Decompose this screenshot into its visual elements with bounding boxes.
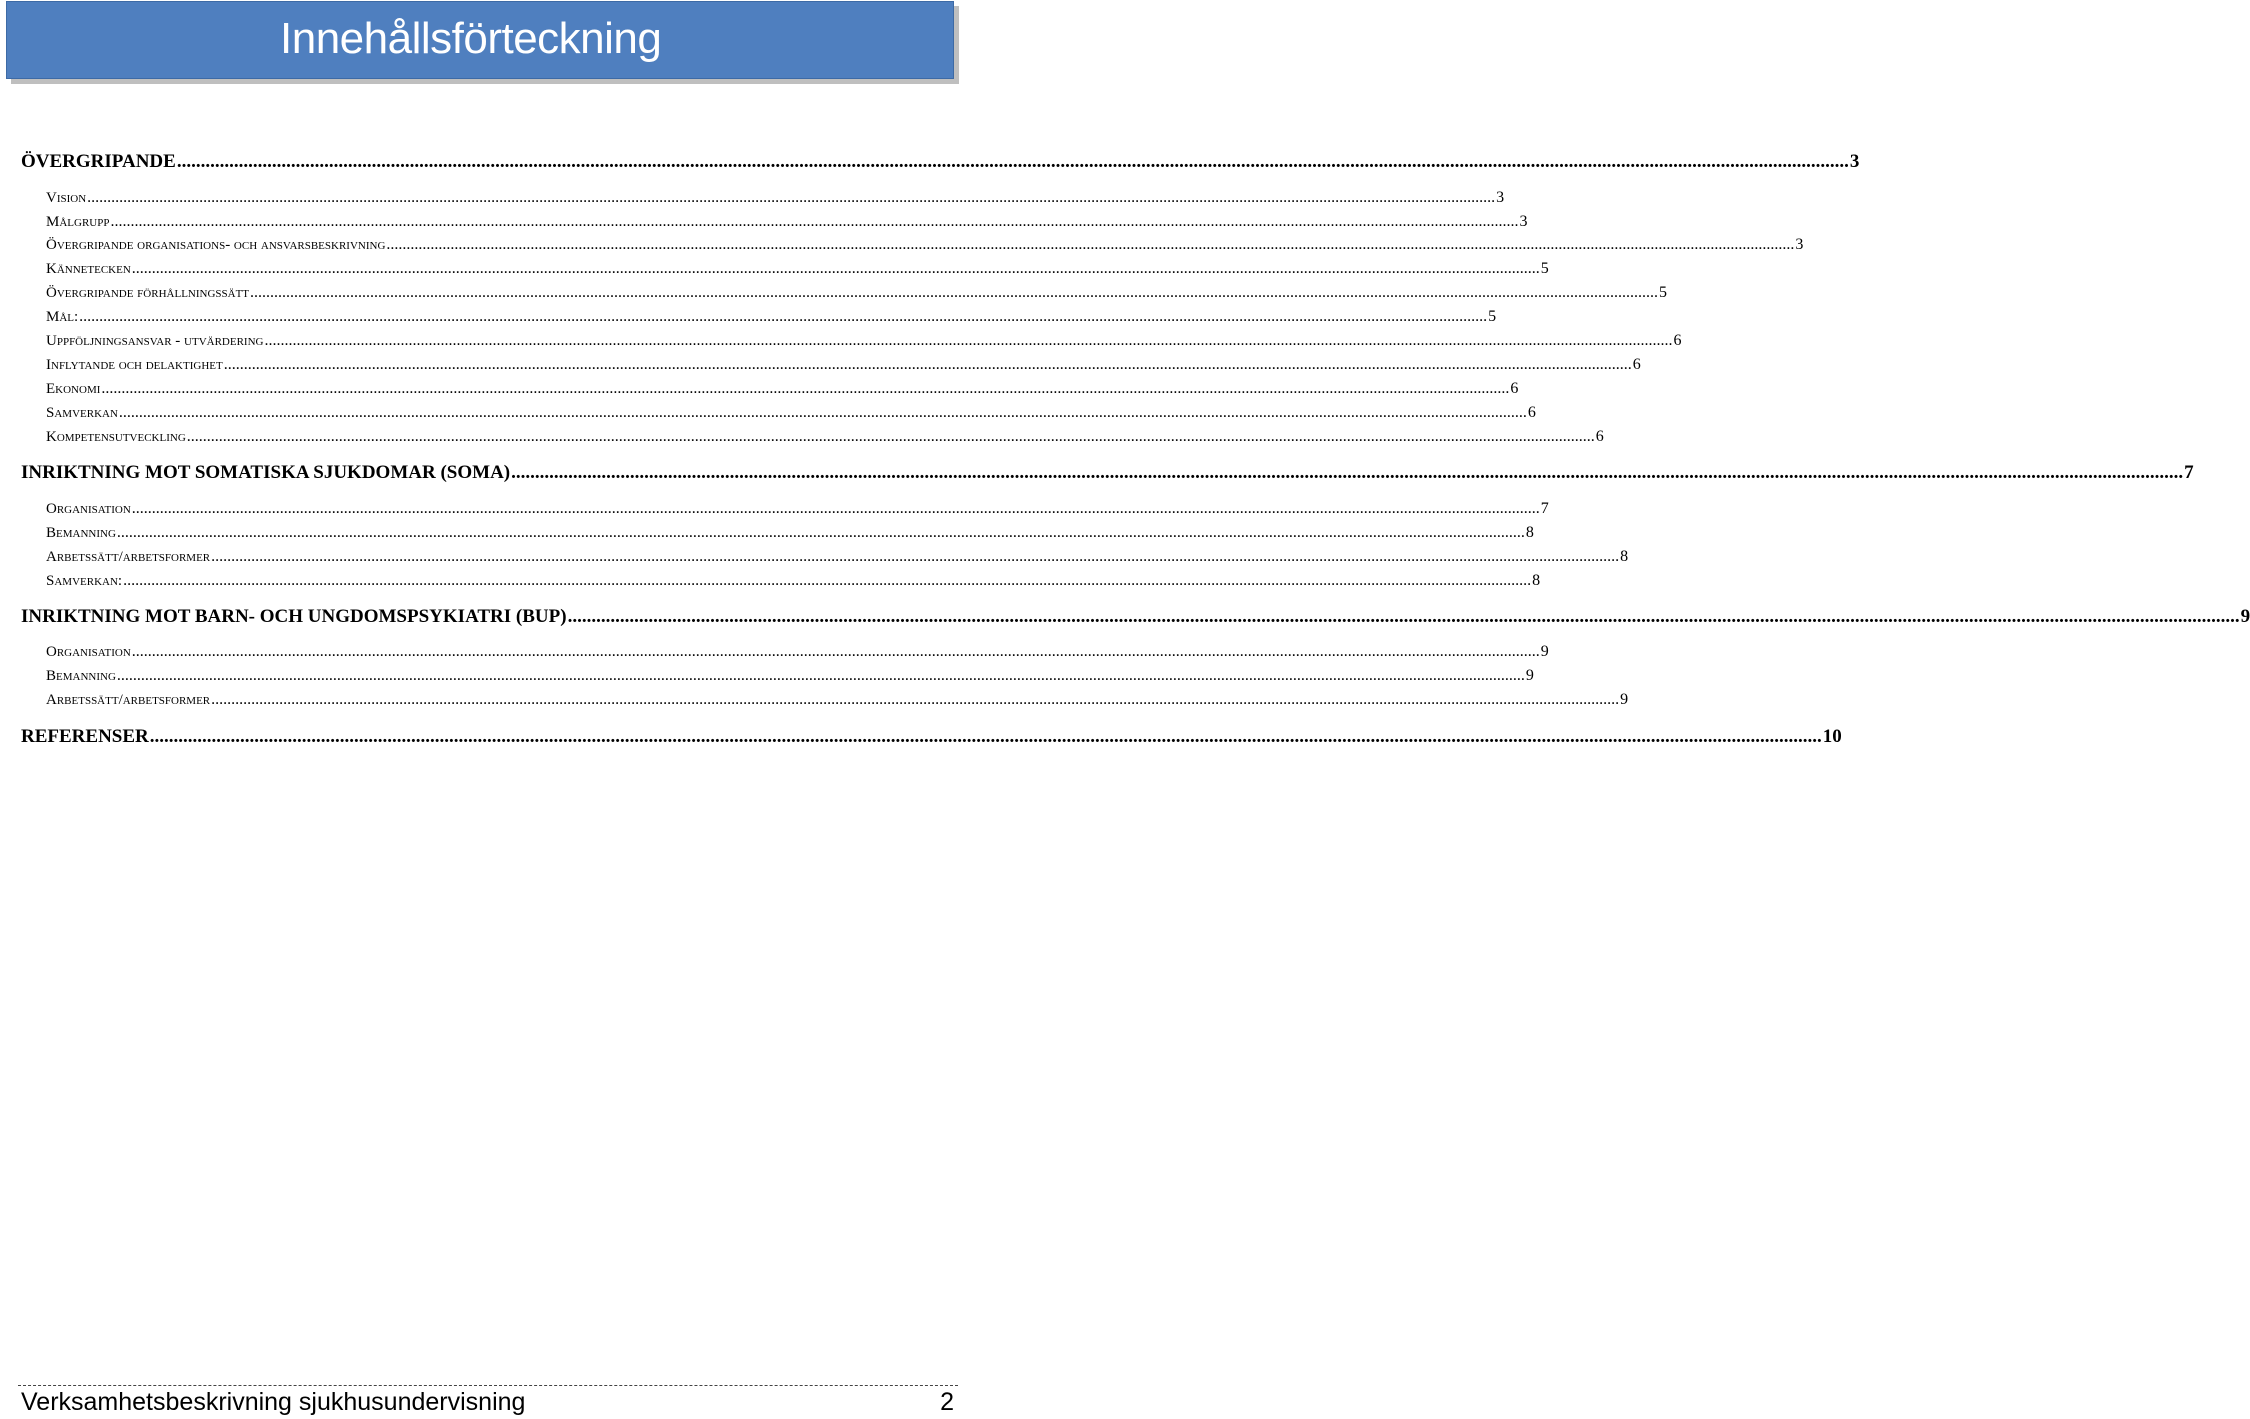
toc-entry[interactable] bbox=[0, 548, 1629, 566]
toc-entry-label: INRIKTNING MOT BARN- OCH UNGDOMSPSYKIATRI (BUP) bbox=[21, 606, 567, 627]
toc-entry[interactable] bbox=[0, 462, 2194, 484]
toc-entry-label: Målgrupp bbox=[46, 214, 110, 230]
toc-entry-page: 6 bbox=[1632, 356, 1641, 373]
toc-entry-page: 3 bbox=[1519, 213, 1528, 230]
toc-entry[interactable] bbox=[0, 332, 1682, 350]
toc-entry-label: Arbetssätt/arbetsformer bbox=[46, 549, 211, 565]
page-title: Innehållsförteckning bbox=[280, 14, 662, 63]
toc-entry-page: 9 bbox=[1525, 667, 1534, 684]
toc-entry[interactable] bbox=[0, 524, 1534, 542]
toc-entry-page: 3 bbox=[1496, 189, 1505, 206]
footer-page-number: 2 bbox=[940, 1388, 954, 1416]
toc-entry-page: 9 bbox=[2240, 606, 2250, 627]
toc-entry-label: Bemanning bbox=[46, 668, 116, 684]
toc-entry[interactable] bbox=[0, 308, 1497, 326]
toc-entry-label: Kännetecken bbox=[46, 261, 131, 277]
toc-entry[interactable] bbox=[0, 691, 1629, 709]
toc-entry-label: Övergripande förhållningssätt bbox=[46, 285, 250, 301]
toc-entry-page: 7 bbox=[2184, 462, 2194, 483]
footer-divider bbox=[18, 1385, 958, 1386]
toc-entry[interactable] bbox=[0, 500, 1549, 518]
toc-entry-label: Vision bbox=[46, 190, 87, 206]
toc-entry-label: Kompetensutveckling bbox=[46, 429, 186, 445]
toc-entry-page: 6 bbox=[1527, 404, 1536, 421]
toc-entry-label: ÖVERGRIPANDE bbox=[21, 151, 176, 172]
footer-title: Verksamhetsbeskrivning sjukhusundervisning bbox=[21, 1388, 526, 1416]
toc-entry-page: 5 bbox=[1540, 260, 1549, 277]
toc-entry[interactable] bbox=[0, 260, 1549, 278]
toc-entry[interactable] bbox=[0, 213, 1528, 231]
toc-entry-label: Ekonomi bbox=[46, 381, 101, 397]
toc-entry[interactable] bbox=[0, 151, 1860, 173]
toc-entry[interactable] bbox=[0, 284, 1668, 302]
toc-entry-label: Arbetssätt/arbetsformer bbox=[46, 692, 211, 708]
toc-entry-page: 6 bbox=[1673, 332, 1682, 349]
toc-entry-page: 8 bbox=[1620, 548, 1629, 565]
toc-entry-page: 3 bbox=[1795, 236, 1804, 253]
toc-entry[interactable] bbox=[0, 726, 1842, 748]
toc-entry-label: Samverkan: bbox=[46, 573, 123, 589]
toc-entry-page: 10 bbox=[1822, 726, 1842, 747]
toc-entry[interactable] bbox=[0, 606, 2250, 628]
toc-entry-page: 5 bbox=[1659, 284, 1668, 301]
toc-entry[interactable] bbox=[0, 643, 1549, 661]
toc-entry-page: 7 bbox=[1540, 500, 1549, 517]
toc-entry[interactable] bbox=[0, 428, 1604, 446]
toc-entry[interactable] bbox=[0, 380, 1519, 398]
toc-entry[interactable] bbox=[0, 236, 1804, 254]
toc-entry-page: 8 bbox=[1525, 524, 1534, 541]
toc-entry-label: Organisation bbox=[46, 501, 131, 517]
toc-entry-label: Uppföljningsansvar - utvärdering bbox=[46, 333, 264, 349]
toc-entry-label: INRIKTNING MOT SOMATISKA SJUKDOMAR (SOMA) bbox=[21, 462, 511, 483]
toc-entry-page: 5 bbox=[1488, 308, 1497, 325]
toc-entry-page: 3 bbox=[1849, 151, 1860, 172]
toc-entry-page: 9 bbox=[1540, 643, 1549, 660]
toc-entry-label: Organisation bbox=[46, 644, 131, 660]
toc-entry-page: 6 bbox=[1510, 380, 1519, 397]
toc-entry[interactable] bbox=[0, 667, 1534, 685]
toc-entry-page: 6 bbox=[1595, 428, 1604, 445]
toc-entry-page: 8 bbox=[1532, 572, 1541, 589]
toc-entry[interactable] bbox=[0, 404, 1536, 422]
toc-entry-label: Övergripande organisations- och ansvarsbeskrivning bbox=[46, 237, 386, 253]
toc-entry-label: REFERENSER bbox=[21, 726, 149, 747]
toc-entry-label: Bemanning bbox=[46, 525, 116, 541]
toc-entry[interactable] bbox=[0, 572, 1541, 590]
toc-entry-page: 9 bbox=[1620, 691, 1629, 708]
toc-entry[interactable] bbox=[0, 356, 1641, 374]
toc-entry[interactable] bbox=[0, 189, 1505, 207]
header-banner bbox=[6, 1, 954, 79]
toc-entry-label: Mål: bbox=[46, 309, 79, 325]
toc-entry-label: Samverkan bbox=[46, 405, 118, 421]
toc-entry-label: Inflytande och delaktighet bbox=[46, 357, 223, 373]
